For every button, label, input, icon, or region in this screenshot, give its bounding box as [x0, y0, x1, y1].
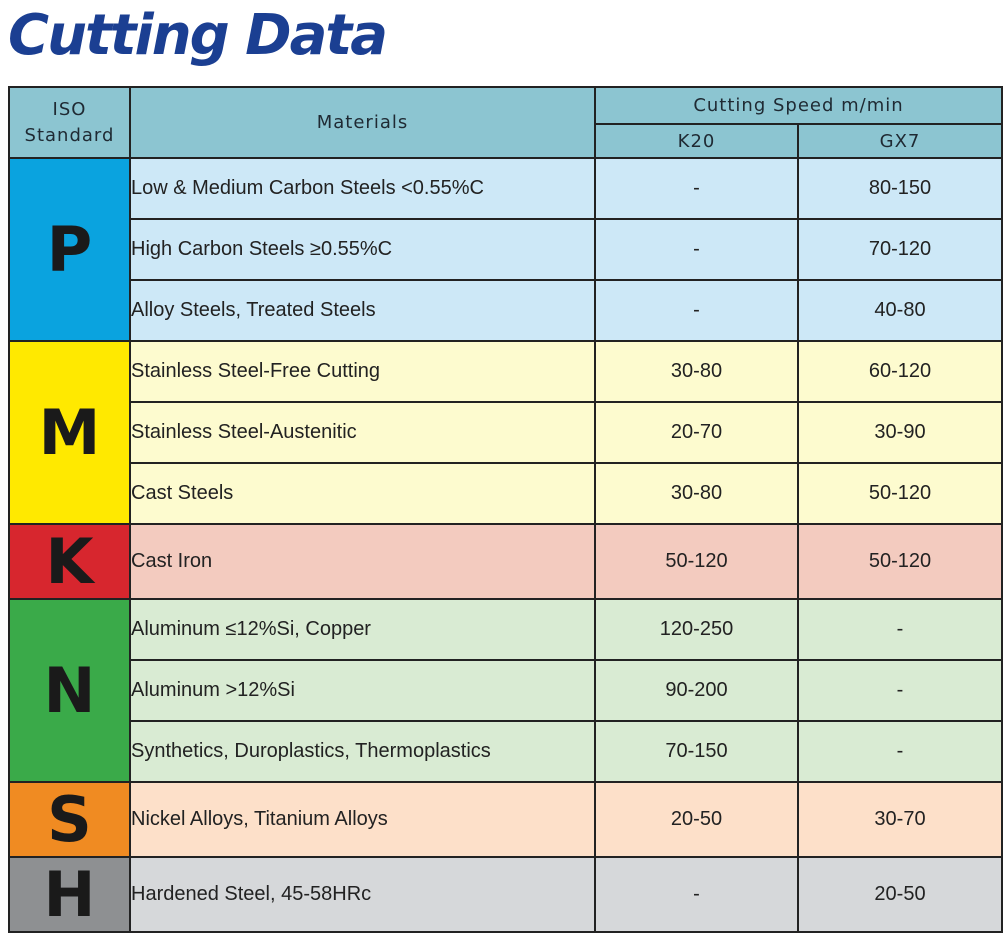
k20-cell: 50-120 — [595, 524, 798, 599]
table-row — [9, 782, 1002, 857]
table-row — [9, 158, 1002, 219]
material-cell: Aluminum >12%Si — [130, 660, 595, 721]
material-cell: Low & Medium Carbon Steels <0.55%C — [130, 158, 595, 219]
material-cell: Cast Iron — [130, 524, 595, 599]
table-row — [9, 857, 1002, 932]
k20-cell: 120-250 — [595, 599, 798, 660]
iso-code-m: M — [9, 341, 130, 524]
material-cell: Hardened Steel, 45-58HRc — [130, 857, 595, 932]
material-cell: High Carbon Steels ≥0.55%C — [130, 219, 595, 280]
k20-header: K20 — [595, 124, 798, 158]
k20-cell: 30-80 — [595, 463, 798, 524]
iso-standard-header — [9, 87, 130, 158]
material-cell: Aluminum ≤12%Si, Copper — [130, 599, 595, 660]
k20-cell: 90-200 — [595, 660, 798, 721]
table-row — [9, 219, 1002, 280]
k20-cell: - — [595, 219, 798, 280]
material-cell: Cast Steels — [130, 463, 595, 524]
table-row — [9, 402, 1002, 463]
k20-cell: 70-150 — [595, 721, 798, 782]
k20-cell: - — [595, 158, 798, 219]
gx7-cell: - — [798, 721, 1002, 782]
material-cell: Alloy Steels, Treated Steels — [130, 280, 595, 341]
material-cell: Synthetics, Duroplastics, Thermoplastics — [130, 721, 595, 782]
k20-cell: - — [595, 280, 798, 341]
cutting-data-table — [8, 86, 1003, 933]
table-row — [9, 721, 1002, 782]
iso-header-line2: Standard — [24, 124, 115, 146]
iso-code-h: H — [9, 857, 130, 932]
k20-cell: 20-70 — [595, 402, 798, 463]
materials-header: Materials — [130, 87, 595, 158]
table-row — [9, 341, 1002, 402]
gx7-cell: 40-80 — [798, 280, 1002, 341]
gx7-cell: 50-120 — [798, 524, 1002, 599]
gx7-cell: 30-90 — [798, 402, 1002, 463]
table-row — [9, 524, 1002, 599]
k20-cell: 20-50 — [595, 782, 798, 857]
gx7-cell: 70-120 — [798, 219, 1002, 280]
gx7-cell: 80-150 — [798, 158, 1002, 219]
gx7-cell: 20-50 — [798, 857, 1002, 932]
iso-code-n: N — [9, 599, 130, 782]
cutting-speed-header: Cutting Speed m/min — [595, 87, 1002, 124]
gx7-cell: 30-70 — [798, 782, 1002, 857]
k20-cell: 30-80 — [595, 341, 798, 402]
gx7-cell: - — [798, 599, 1002, 660]
table-row — [9, 660, 1002, 721]
gx7-header: GX7 — [798, 124, 1002, 158]
material-cell: Stainless Steel-Austenitic — [130, 402, 595, 463]
material-cell: Nickel Alloys, Titanium Alloys — [130, 782, 595, 857]
iso-header-line1: ISO — [52, 98, 87, 120]
gx7-cell: 60-120 — [798, 341, 1002, 402]
table-row — [9, 599, 1002, 660]
gx7-cell: 50-120 — [798, 463, 1002, 524]
iso-code-k: K — [9, 524, 130, 599]
iso-code-s: S — [9, 782, 130, 857]
gx7-cell: - — [798, 660, 1002, 721]
iso-code-p: P — [9, 158, 130, 341]
page-title: Cutting Data — [8, 3, 386, 68]
k20-cell: - — [595, 857, 798, 932]
table-row — [9, 463, 1002, 524]
table-row — [9, 280, 1002, 341]
material-cell: Stainless Steel-Free Cutting — [130, 341, 595, 402]
